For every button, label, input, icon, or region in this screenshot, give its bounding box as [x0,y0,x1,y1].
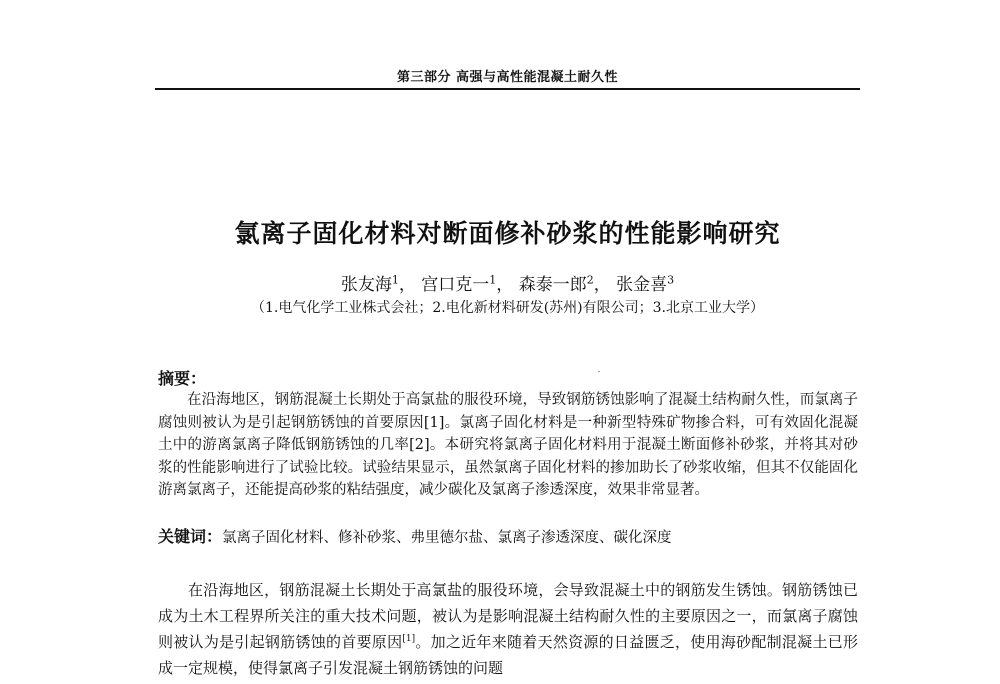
author: 张金喜$^3$ [616,273,675,295]
running-header: 第三部分 高强与高性能混凝土耐久性 [396,70,619,85]
citation-ref: [1] [402,634,416,644]
author-list [155,270,860,295]
header-rule [155,88,860,90]
scan-speck [598,371,600,372]
keywords-text: 氯离子固化材料、修补砂浆、弗里德尔盐、氯离子渗透深度、碳化深度 [222,530,672,546]
intro-paragraph: 在沿海地区，钢筋混凝土长期处于高氯盐的服役环境，会导致混凝土中的钢筋发生锈蚀。钢筋锈蚀已成为土木工程界所关注的重大技术问题，被认为是影响混凝土结构耐久性的主要原因之一，而氯离子腐蚀则被认为是引起钢筋锈蚀的首要原因[1]。加之近年来随着天然资源的日益匮乏，使用海砂配制混凝土已形成一定规模，使得氯离子引发混凝土钢筋锈蚀的问题 [158,581,858,677]
keywords [158,526,858,549]
abstract-label: 摘要： [158,369,207,388]
author: 宫口克一$^1$， [421,273,514,295]
keywords-label: 关键词： [158,527,223,546]
affiliations: （1.电气化学工业株式会社；2.电化新材料研发(苏州)有限公司；3.北京工业大学） [251,300,764,316]
author: 森泰一郎$^2$， [518,273,611,295]
paper-title: 氯离子固化材料对断面修补砂浆的性能影响研究 [234,219,781,248]
abstract-text: 在沿海地区，钢筋混凝土长期处于高氯盐的服役环境，导致钢筋锈蚀影响了混凝土结构耐久性，而氯离子腐蚀则被认为是引起钢筋锈蚀的首要原因[1]。氯离子固化材料是一种新型特殊矿物掺合料，可有效固化混凝土中的游离氯离子降低钢筋锈蚀的几率[2]。本研究将氯离子固化材料用于混凝土断面修补砂浆，并将其对砂浆的性能影响进行了试验比较。试验结果显示，虽然氯离子固化材料的掺加助长了砂浆收缩，但其不仅能固化游离氯离子，还能提高砂浆的粘结强度，减少碳化及氯离子渗透深度，效果非常显著。 [158,392,858,498]
author: 张友海$^1$， [340,273,416,295]
